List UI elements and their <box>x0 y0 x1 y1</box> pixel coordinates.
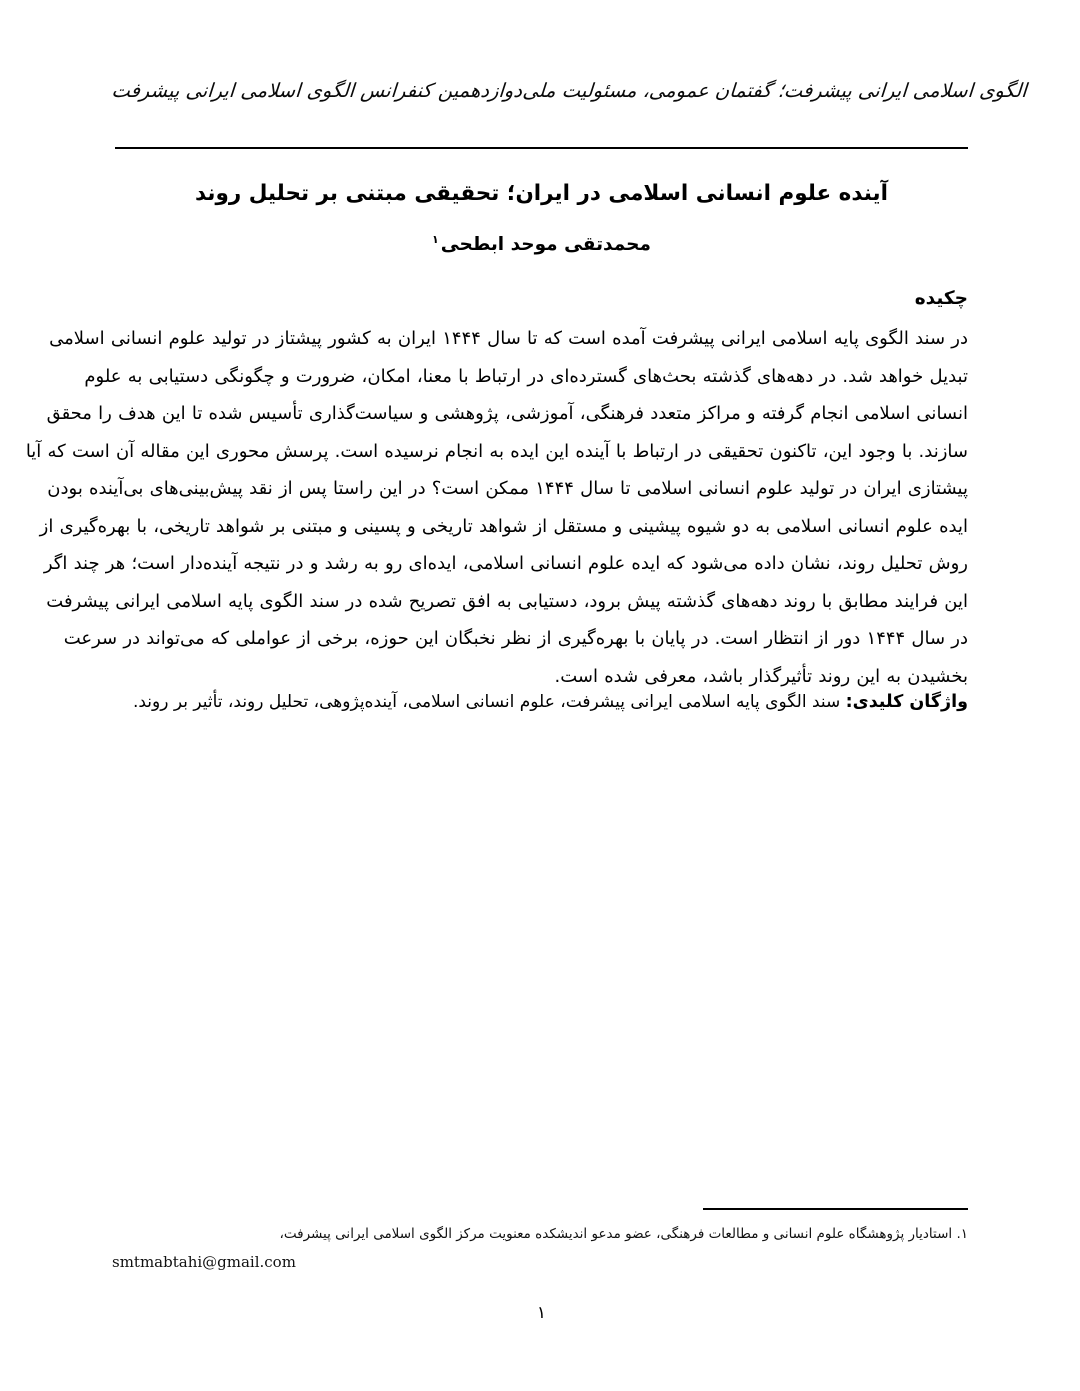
abstract-line: روش تحلیل روند، نشان داده می‌شود که ایده علوم انسانی اسلامی، ایده‌ای رو به رشد و در نتیجه آینده‌دار است؛ هر چند اگر <box>43 553 968 574</box>
abstract-line: بخشیدن به این روند تأثیرگذار باشد، معرفی شده است. <box>554 665 968 687</box>
author-line <box>115 231 968 259</box>
running-header <box>110 62 1028 132</box>
abstract-body <box>25 320 968 695</box>
abstract-line: در سند الگوی پایه اسلامی ایرانی پیشرفت آمده است که تا سال ۱۴۴۴ ایران به کشور پیشتاز در تولید علوم انسانی اسلامی <box>49 328 968 349</box>
abstract-line: پیشتازی ایران در تولید علوم انسانی اسلامی تا سال ۱۴۴۴ ممکن است؟ در این راستا پس از نقد پیش‌بینی‌های بی‌آینده بودن <box>47 478 968 499</box>
keywords-label: واژگان کلیدی: <box>845 692 968 712</box>
page-number: ۱ <box>536 1303 547 1323</box>
abstract-line: انسانی اسلامی انجام گرفته و مراکز متعدد فرهنگی، آموزشی، پژوهشی و سیاست‌گذاری تأسیس شده تا این هدف را محقق <box>46 403 968 424</box>
abstract-line: ایده علوم انسانی اسلامی به دو شیوه پیشینی و مستقل از شواهد تاریخی و پسینی و مبتنی بر شواهد تاریخی، با بهره‌گیری از <box>39 515 968 537</box>
abstract-line: سازند. با وجود این، تاکنون تحقیقی در ارتباط با آینده این ایده به انجام نرسیده است. پرسش محوری این مقاله آن است که آیا <box>25 440 968 462</box>
header-conference-theme: الگوی اسلامی ایرانی پیشرفت؛ گفتمان عمومی، مسئولیت ملی <box>521 79 1028 102</box>
footnote-email: smtmabtahi@gmail.com <box>112 1253 296 1271</box>
abstract-line: تبدیل خواهد شد. در دهه‌های گذشته بحث‌های گسترده‌ای در ارتباط با معنا، امکان، ضرورت و چگونگی دستیابی به علوم <box>84 365 968 387</box>
abstract-line: این فرایند مطابق با روند دهه‌های گذشته پیش برود، دستیابی به افق تصریح شده در سند الگوی پایه اسلامی ایرانی پیشرفت <box>46 590 968 612</box>
author-name: محمدتقی موحد ابطحی <box>440 234 651 255</box>
footnote-divider-rule <box>703 1208 968 1210</box>
header-conference-name: دوازدهمین کنفرانس الگوی اسلامی ایرانی پیشرفت <box>110 79 523 102</box>
keywords-values: سند الگوی پایه اسلامی ایرانی پیشرفت، علوم انسانی اسلامی، آینده‌پژوهی، تحلیل روند، تأثیر بر روند. <box>132 692 846 712</box>
page-title: آینده علوم انسانی اسلامی در ایران؛ تحقیقی مبتنی بر تحلیل روند <box>195 181 888 206</box>
abstract-line: در سال ۱۴۴۴ دور از انتظار است. در پایان با بهره‌گیری از نظر نخبگان این حوزه، برخی از عواملی که می‌تواند در سرعت <box>63 628 968 649</box>
author-footnote-marker: ۱ <box>432 232 439 246</box>
keywords-line <box>115 685 968 719</box>
header-divider-rule <box>115 147 968 149</box>
footnote-text: ۱. استادیار پژوهشگاه علوم انسانی و مطالعات فرهنگی، عضو مدعو اندیشکده معنویت مرکز الگوی اسلامی ایرانی پیشرفت، <box>279 1226 968 1242</box>
abstract-heading: چکیده <box>914 288 968 309</box>
